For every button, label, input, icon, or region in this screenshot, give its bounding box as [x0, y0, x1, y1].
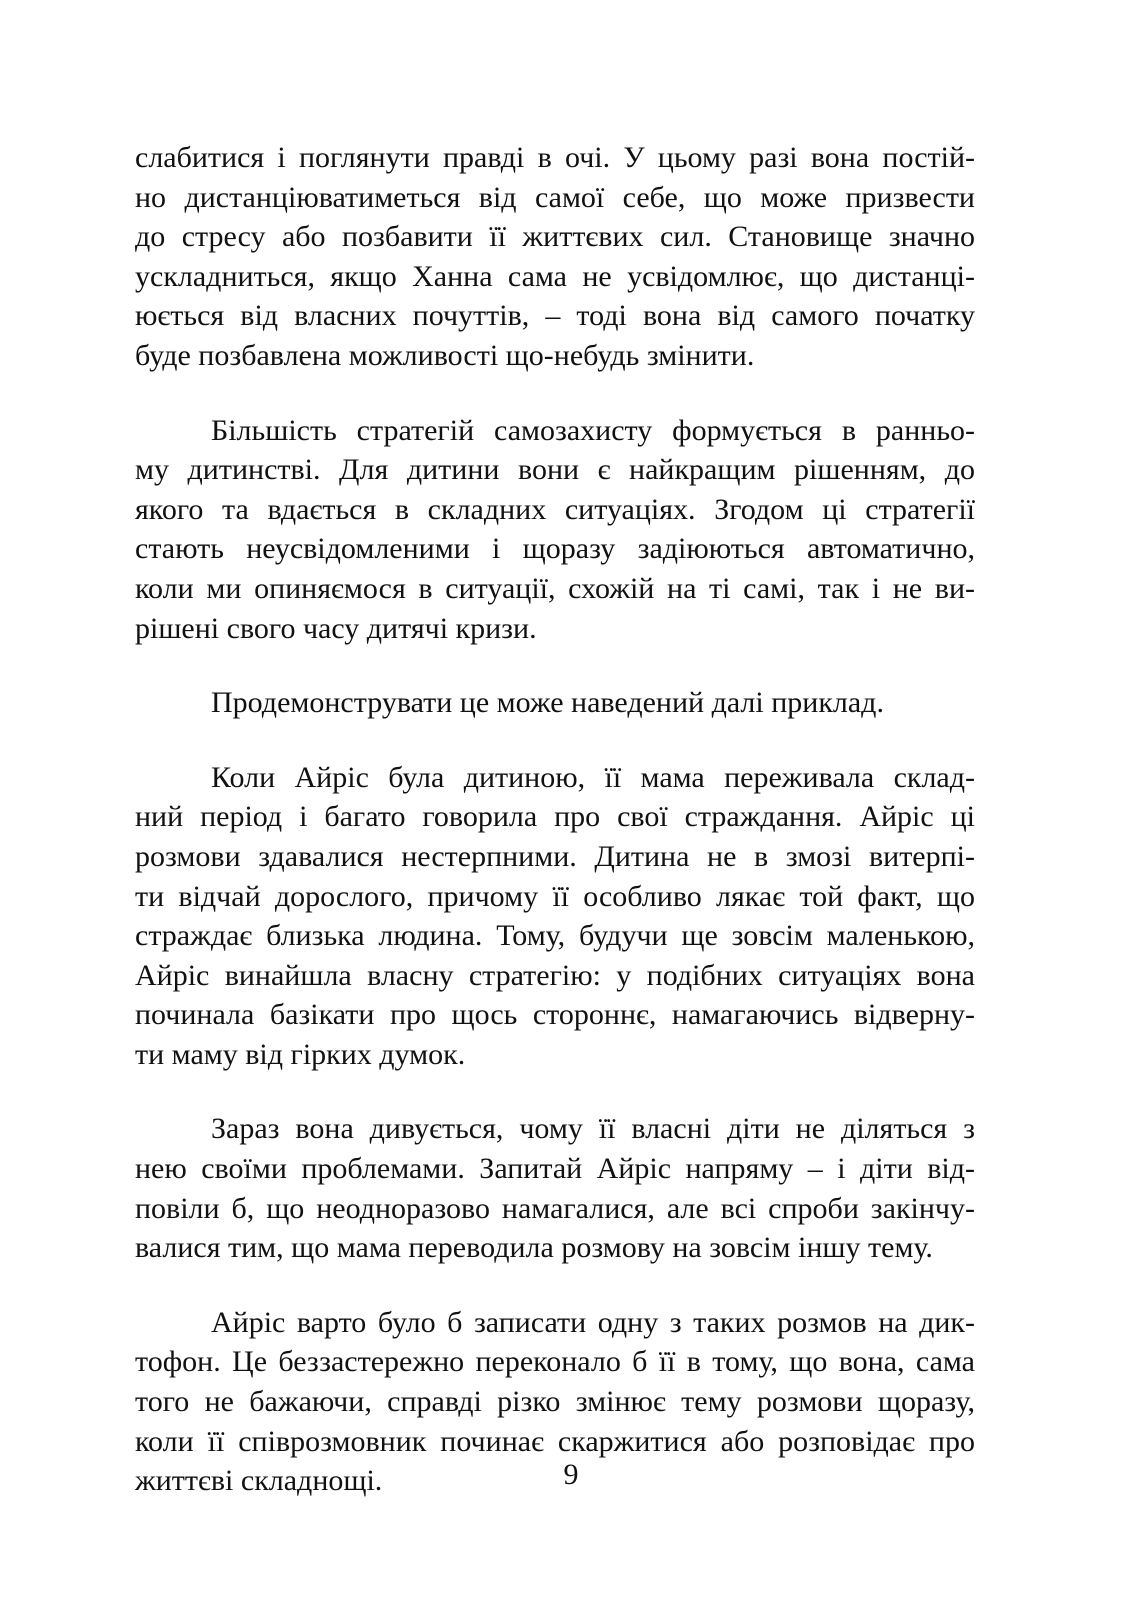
text-line: Айріс варто було б записати одну з таких розмов на дик- — [211, 1305, 975, 1339]
text-line: му дитинстві. Для дитини вони є найкращим рішенням, до — [135, 453, 975, 487]
paragraph — [135, 411, 975, 649]
paragraph — [135, 138, 975, 376]
text-line: до стресу або позбавити її життєвих сил. Становище значно — [135, 220, 975, 254]
text-line: рішені свого часу дитячі кризи. — [135, 611, 537, 645]
text-line: нею своїми проблемами. Запитай Айріс напряму – і діти від- — [135, 1152, 975, 1186]
text-line: страждає близька людина. Тому, будучи ще зовсім маленькою, — [135, 919, 975, 953]
paragraph — [135, 683, 975, 723]
text-line: починала базікати про щось стороннє, намагаючись відверну- — [135, 998, 975, 1032]
text-line: ти маму від гірких думок. — [135, 1037, 466, 1071]
text-line: життєві складнощі. — [135, 1464, 383, 1498]
paragraph — [135, 758, 975, 1075]
page-body — [135, 138, 975, 1536]
text-line: юється від власних почуттів, – тоді вона від самого початку — [135, 299, 975, 333]
text-line: валися тим, що мама переводила розмову на зовсім іншу тему. — [135, 1231, 933, 1265]
text-line: тофон. Це беззастережно переконало б її в тому, що вона, сама — [135, 1345, 975, 1379]
paragraph — [135, 1109, 975, 1267]
text-line: стають неусвідомленими і щоразу задіюються автоматично, — [135, 532, 975, 566]
text-line: того не бажаючи, справді різко змінює тему розмови щоразу, — [135, 1385, 975, 1419]
text-line: якого та вдається в складних ситуаціях. Згодом ці стратегії — [135, 492, 975, 526]
text-line: буде позбавлена можливості що-небудь змінити. — [135, 338, 755, 372]
text-line: коли її співрозмовник починає скаржитися або розповідає про — [135, 1424, 975, 1458]
text-line: коли ми опиняємося в ситуації, схожій на ті самі, так і не ви- — [135, 571, 975, 605]
text-line: Продемонструвати це може наведений далі приклад. — [211, 686, 884, 720]
text-line: ний період і багато говорила про свої страждання. Айріс ці — [135, 800, 975, 834]
text-line: розмови здавалися нестерпними. Дитина не в змозі витерпі- — [135, 839, 975, 873]
text-line: повіли б, що неодноразово намагалися, але всі спроби закінчу- — [135, 1191, 975, 1225]
text-line: Більшість стратегій самозахисту формується в ранньо- — [211, 413, 975, 447]
text-line: ти відчай дорослого, причому її особливо лякає той факт, що — [135, 879, 975, 913]
text-line: но дистанціюватиметься від самої себе, що може призвести — [135, 180, 975, 214]
text-line: Айріс винайшла власну стратегію: у подібних ситуаціях вона — [135, 958, 975, 992]
text-line: Зараз вона дивується, чому її власні діти не діляться з — [211, 1112, 975, 1146]
text-line: слабитися і поглянути правді в очі. У цьому разі вона постій- — [135, 141, 975, 174]
page-number: 9 — [563, 1458, 579, 1491]
text-line: ускладниться, якщо Ханна сама не усвідомлює, що дистанці- — [135, 259, 975, 293]
text-line: Коли Айріс була дитиною, її мама переживала склад- — [211, 760, 975, 794]
